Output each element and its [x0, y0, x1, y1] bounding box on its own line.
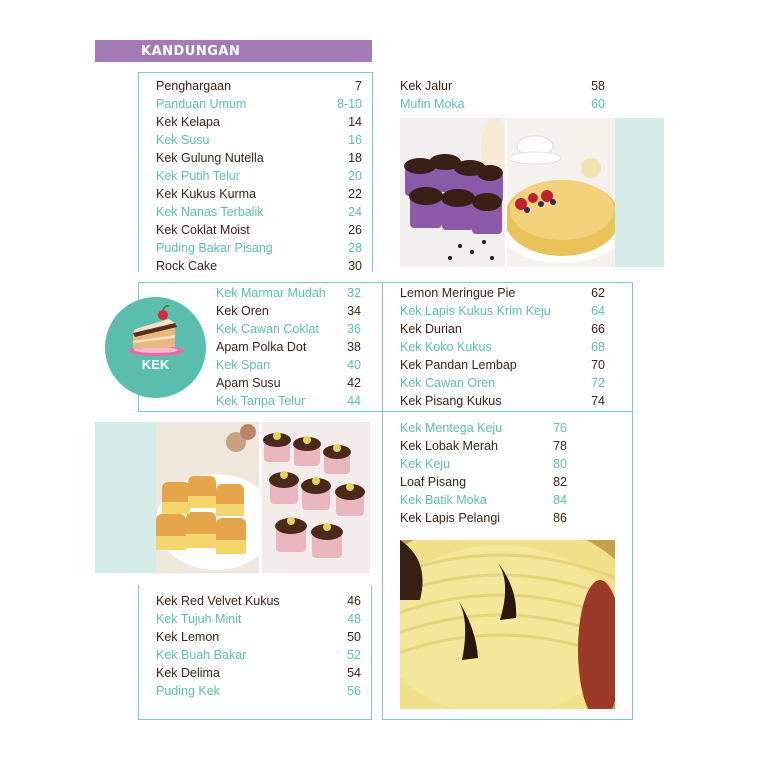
toc-entry-title: Kek Mentega Keju — [400, 421, 503, 435]
badge-label: KEK — [141, 357, 170, 372]
toc-entry-title: Kek Delima — [156, 666, 220, 680]
toc-entry-page: 68 — [591, 340, 605, 354]
toc-entry-title: Puding Bakar Pisang — [156, 241, 273, 255]
toc-entry-page: 24 — [348, 205, 362, 219]
toc-entry — [156, 203, 362, 221]
toc-entry-page: 42 — [347, 376, 361, 390]
toc-entry — [216, 338, 361, 356]
toc-entry-title: Kek Kukus Kurma — [156, 187, 257, 201]
toc-entry-page: 20 — [348, 169, 362, 183]
toc-entry — [156, 113, 362, 131]
toc-entry — [156, 682, 361, 700]
toc-entry-title: Rock Cake — [156, 259, 218, 273]
toc-entry-page: 64 — [591, 304, 605, 318]
toc-entry — [156, 664, 361, 682]
toc-entry-title: Apam Polka Dot — [216, 340, 307, 354]
toc-entry-title: Kek Buah Bakar — [156, 648, 247, 662]
cheese-cake-photo — [400, 540, 615, 709]
toc-entry — [156, 131, 362, 149]
toc-entry-title: Kek Pandan Lembap — [400, 358, 517, 372]
toc-entry-title: Kek Pisang Kukus — [400, 394, 502, 408]
toc-entry-page: 8-10 — [336, 97, 362, 111]
kek-badge — [105, 297, 206, 398]
berry-cake-photo — [507, 118, 615, 267]
toc-entry-page: 38 — [347, 340, 361, 354]
frame-line — [372, 72, 373, 272]
toc-entry-page: 46 — [347, 594, 361, 608]
toc-entry-title: Kek Nanas Terbalik — [156, 205, 264, 219]
toc-entry-page: 48 — [347, 612, 361, 626]
toc-entry — [400, 356, 605, 374]
toc-entry — [400, 374, 605, 392]
toc-entry-title: Kek Durian — [400, 322, 462, 336]
toc-entry — [400, 392, 605, 410]
toc-entry — [400, 302, 605, 320]
toc-entry-page: 50 — [347, 630, 361, 644]
frame-line — [138, 72, 372, 73]
toc-entry-page: 84 — [553, 493, 567, 507]
toc-entry-page: 44 — [347, 394, 361, 408]
toc-entry-title: Kek Kelapa — [156, 115, 220, 129]
toc-entry-title: Lemon Meringue Pie — [400, 286, 516, 300]
toc-entry-title: Kek Marmar Mudah — [216, 286, 326, 300]
mint-block — [95, 422, 156, 573]
toc-entry-title: Panduan Umum — [156, 97, 247, 111]
toc-entry — [400, 419, 567, 437]
toc-entry-title: Kek Cawan Oren — [400, 376, 496, 390]
toc-entry-title: Kek Cawan Coklat — [216, 322, 319, 336]
toc-entry — [400, 509, 567, 527]
toc-entry — [156, 646, 361, 664]
toc-entry-page: 56 — [347, 684, 361, 698]
pink-cupcakes-photo — [262, 422, 370, 573]
toc-entry-title: Kek Putih Telur — [156, 169, 240, 183]
toc-entry-title: Kek Koko Kukus — [400, 340, 492, 354]
toc-entry-title: Kek Span — [216, 358, 271, 372]
toc-entry-title: Kek Lobak Merah — [400, 439, 498, 453]
toc-entry-title: Kek Lemon — [156, 630, 220, 644]
toc-entry-title: Kek Coklat Moist — [156, 223, 250, 237]
toc-entry-title: Kek Gulung Nutella — [156, 151, 264, 165]
section-header — [95, 40, 372, 62]
cake-slice-icon — [125, 305, 187, 357]
toc-entry-title: Kek Lapis Kukus Krim Keju — [400, 304, 551, 318]
toc-entry-page: 52 — [347, 648, 361, 662]
toc-entry — [216, 392, 361, 410]
toc-entry-page: 60 — [591, 97, 605, 111]
toc-entry — [216, 284, 361, 302]
toc-entry-title: Mufin Moka — [400, 97, 465, 111]
toc-entry-page: 30 — [348, 259, 362, 273]
toc-entry — [400, 320, 605, 338]
toc-entry — [400, 473, 567, 491]
toc-entry-page: 58 — [591, 79, 605, 93]
toc-entry-title: Apam Susu — [216, 376, 281, 390]
toc-entry-page: 54 — [347, 666, 361, 680]
toc-entry-page: 80 — [553, 457, 567, 471]
toc-entry — [216, 320, 361, 338]
toc-entry-page: 7 — [355, 79, 362, 93]
toc-entry-title: Kek Tanpa Telur — [216, 394, 306, 408]
toc-entry-page: 86 — [553, 511, 567, 525]
toc-entry-page: 74 — [591, 394, 605, 408]
toc-entry — [156, 185, 362, 203]
toc-entry — [216, 302, 361, 320]
toc-entry-page: 70 — [591, 358, 605, 372]
toc-entry-title: Kek Red Velvet Kukus — [156, 594, 280, 608]
toc-entry — [156, 239, 362, 257]
toc-entry-page: 82 — [553, 475, 567, 489]
mint-block — [614, 118, 664, 267]
toc-entry-page: 72 — [591, 376, 605, 390]
toc-entry-page: 18 — [348, 151, 362, 165]
toc-entry-page: 32 — [347, 286, 361, 300]
toc-entry-title: Penghargaan — [156, 79, 232, 93]
toc-entry — [156, 95, 362, 113]
toc-entry-page: 36 — [347, 322, 361, 336]
toc-entry-page: 22 — [348, 187, 362, 201]
toc-entry — [156, 592, 361, 610]
toc-entry-page: 66 — [591, 322, 605, 336]
toc-entry-page: 76 — [553, 421, 567, 435]
toc-entry — [156, 77, 362, 95]
toc-entry-title: Loaf Pisang — [400, 475, 467, 489]
toc-entry-title: Kek Lapis Pelangi — [400, 511, 501, 525]
toc-entry — [400, 338, 605, 356]
toc-entry — [156, 610, 361, 628]
toc-entry-title: Kek Jalur — [400, 79, 453, 93]
toc-entry-title: Kek Oren — [216, 304, 269, 318]
toc-entry — [400, 455, 567, 473]
frame-line — [138, 72, 139, 272]
toc-entry — [400, 491, 567, 509]
toc-entry — [400, 437, 567, 455]
toc-entry — [400, 284, 605, 302]
toc-entry-title: Kek Batik Moka — [400, 493, 487, 507]
toc-entry-title: Kek Keju — [400, 457, 451, 471]
frame-line — [382, 282, 383, 412]
toc-entry — [400, 77, 605, 95]
toc-entry-page: 28 — [348, 241, 362, 255]
toc-entry-title: Kek Susu — [156, 133, 210, 147]
toc-entry-page: 34 — [347, 304, 361, 318]
toc-entry-title: Puding Kek — [156, 684, 220, 698]
toc-entry — [216, 374, 361, 392]
toc-entry-page: 14 — [348, 115, 362, 129]
toc-entry-page: 40 — [347, 358, 361, 372]
toc-entry — [156, 167, 362, 185]
toc-entry-page: 26 — [348, 223, 362, 237]
toc-entry — [156, 221, 362, 239]
toc-entry — [156, 149, 362, 167]
toc-entry-page: 16 — [348, 133, 362, 147]
toc-entry — [156, 257, 362, 275]
toc-entry — [156, 628, 361, 646]
toc-entry — [400, 95, 605, 113]
toc-entry — [216, 356, 361, 374]
toc-entry-page: 78 — [553, 439, 567, 453]
cupcake-plate-photo — [156, 422, 259, 573]
toc-entry-page: 62 — [591, 286, 605, 300]
toc-entry-title: Kek Tujuh Minit — [156, 612, 242, 626]
muffin-photo — [400, 118, 505, 267]
section-title: KANDUNGAN — [141, 44, 241, 59]
